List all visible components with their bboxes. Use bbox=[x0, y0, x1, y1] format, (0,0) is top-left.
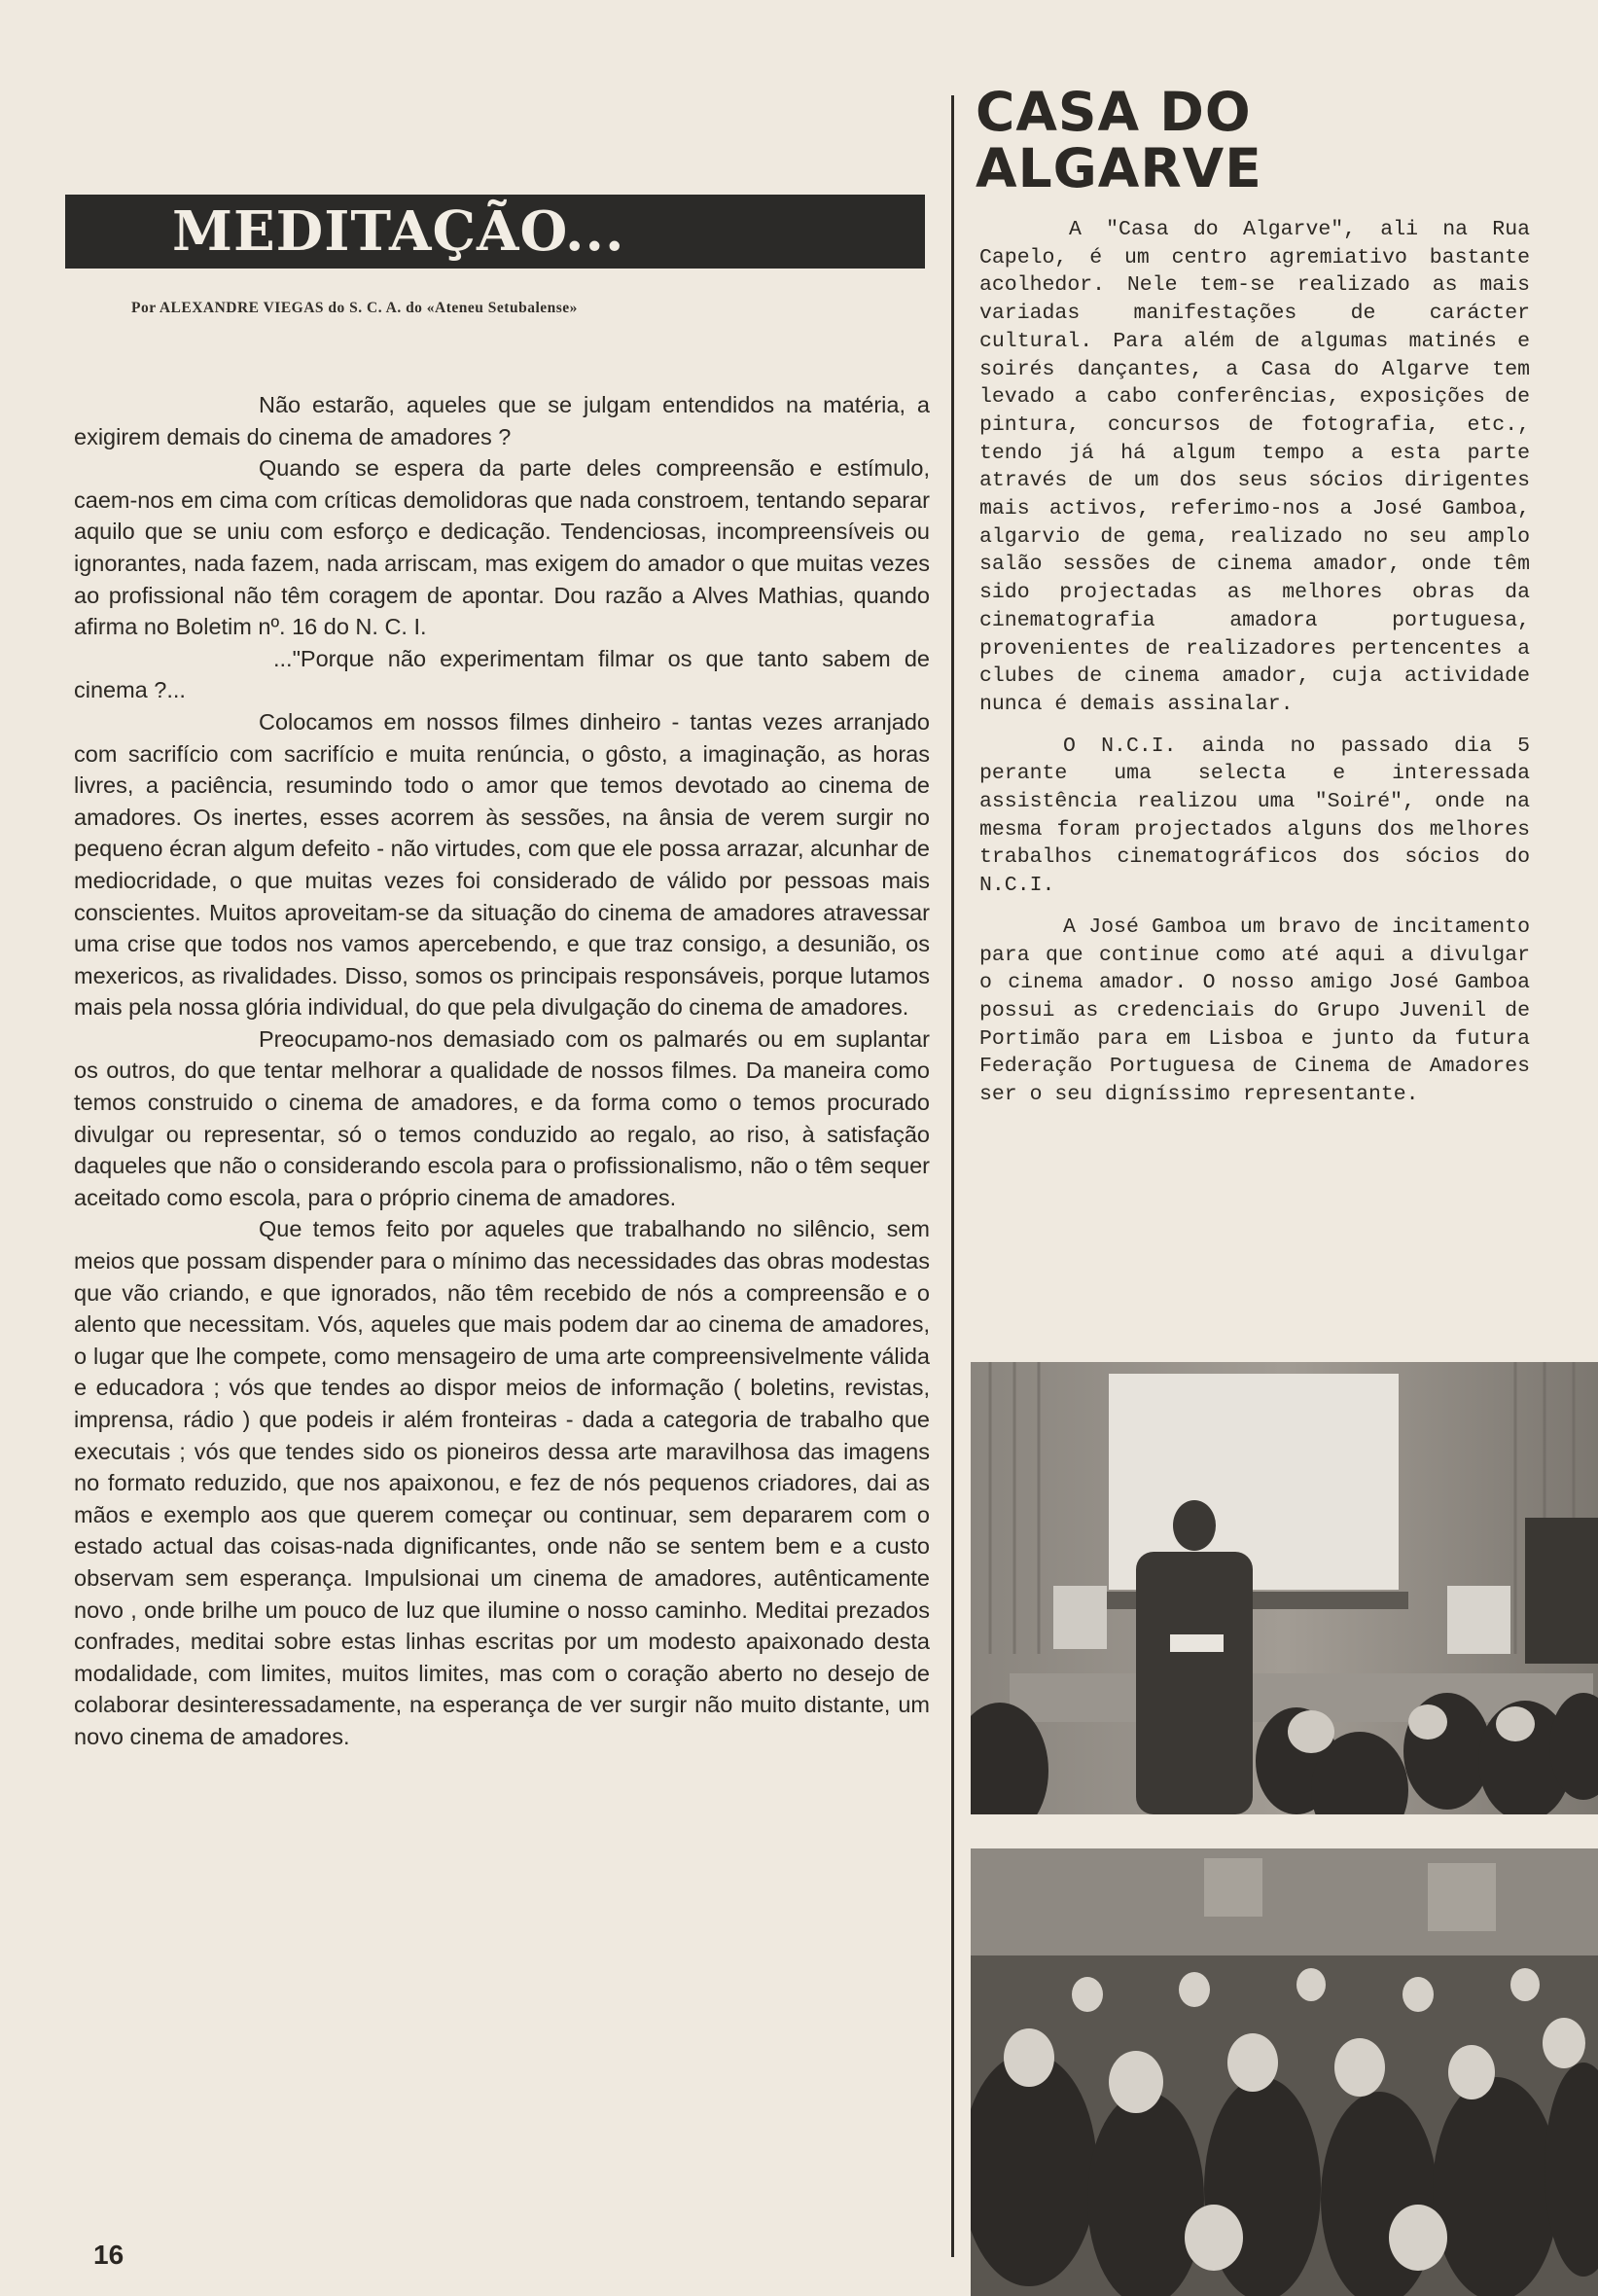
article-title: MEDITAÇÃO... bbox=[172, 199, 625, 264]
article-paragraph: A José Gamboa um bravo de incitamento para que continue como até aqui a divulgar o cinema amador. O nosso amigo José Gamboa possui as credenciais do Grupo Juvenil de Portimão para em Lisboa e junto da futura Federação Portuguesa de Cinema de Amadores ser o seu digníssimo representante. bbox=[979, 915, 1530, 1107]
casa-do-algarve-title bbox=[976, 81, 1559, 199]
page-number: 16 bbox=[93, 2240, 124, 2270]
photo-speaker-image bbox=[971, 1362, 1598, 1814]
article-paragraph: Quando se espera da parte deles compreensão e estímulo, caem-nos em cima com críticas demolidoras que nada constroem, tentando separar aquilo que se uniu com esforço e dedicação. Tendenciosas, incompreensíveis ou ignorantes, nada fazem, nada arriscam, mas exigem do amador o que muitas vezes ao profissional não têm coragem de apontar. Dou razão a Alves Mathias, quando afirma no Boletim nº. 16 do N. C. I. bbox=[74, 455, 930, 640]
meditacao-article bbox=[74, 389, 930, 1753]
article-paragraph: A "Casa do Algarve", ali na Rua Capelo, é um centro agremiativo bastante acolhedor. Nele tem-se realizado as mais variadas manifestações de carácter cultural. Para além de algumas matinés e soirés dançantes, a Casa do Algarve tem levado a cabo conferências, exposições de pintura, concursos de fotografia, etc., tendo já há algum tempo a esta parte através de um dos seus sócios dirigentes mais activos, referimo-nos a José Gamboa, algarvio de gema, realizado no seu amplo salão sessões de cinema amador, onde têm sido projectadas as melhores obras da cinematografia amadora portuguesa, provenientes de realizadores pertencentes a clubes de cinema amador, cuja actividade nunca é demais assinalar. bbox=[979, 218, 1530, 716]
article-paragraph: Preocupamo-nos demasiado com os palmarés ou em suplantar os outros, do que tentar melhorar a qualidade de nossos filmes. Da maneira como temos construido o cinema de amadores, e da forma como o temos procurado divulgar ou representar, só o temos conduzido ao regalo, ao riso, à satisfação daqueles que não o considerando escola para o profissionalismo, não o têm sequer aceitado como escola, para o próprio cinema de amadores. bbox=[74, 1025, 930, 1210]
article-paragraph: Colocamos em nossos filmes dinheiro - tantas vezes arranjado com sacrifício com sacrifício e muita renúncia, o gôsto, a imaginação, as horas livres, a paciência, resumindo todo o amor que temos devotado ao cinema de amadores. Os inertes, esses acorrem às sessões, na ânsia de verem surgir no pequeno écran algum defeito - não virtudes, com que ele possa arrazar, alcunhar de mediocridade, o que muitas vezes foi considerado de válido por pessoas mais conscientes. Muitos aproveitam-se da situação do cinema de amadores atravessar uma crise que todos nos vamos apercebendo, e que traz consigo, a desunião, os mexericos, as rivalidades. Disso, somos os principais responsáveis, porque lutamos mais pela nossa glória individual, do que pela divulgação do cinema de amadores. bbox=[74, 708, 930, 1021]
article-title-bar bbox=[65, 195, 925, 269]
article-paragraph: Que temos feito por aqueles que trabalhando no silêncio, sem meios que possam dispender para o mínimo das necessidades das obras modestas que vão criando, e que ignorados, não têm recebido de nós a compreensão e o alento que necessitam. Vós, aqueles que mais podem dar ao cinema de amadores, o lugar que lhe compete, como mensageiro de uma arte compreensivelmente válida e educadora ; vós que tendes ao dispor meios de informação ( boletins, revistas, imprensa, rádio ) que podeis ir além fronteiras - dada a categoria de trabalho que executais ; vós que tendes sido os pioneiros dessa arte maravilhosa das imagens no formato reduzido, que nos apaixonou, e fez de nós pequenos criadores, dai as mãos e exemplo aos que querem começar ou continuar, sem depararem com o estado actual das coisas-nada dignificantes, onde não se sentem bem e a custo observam sem esperança. Impulsionai um cinema de amadores, autênticamente novo , onde brilhe um pouco de luz que ilumine o nosso caminho. Meditai prezados confrades, meditai sobre estas linhas escritas por um modesto apaixonado desta modalidade, com limites, muitos limites, mas com o coração aberto no desejo de colaborar desinteressadamente, na esperança de ver surgir não muito distante, um novo cinema de amadores. bbox=[74, 1216, 930, 1749]
title-line: CASA DO bbox=[976, 81, 1252, 143]
photo-audience bbox=[971, 1848, 1598, 2296]
article-byline: Por ALEXANDRE VIEGAS do S. C. A. do «Ateneu Setubalense» bbox=[131, 300, 578, 316]
article-paragraph: O N.C.I. ainda no passado dia 5 perante uma selecta e interessada assistência realizou uma "Soiré", onde na mesma foram projectados alguns dos melhores trabalhos cinematográficos dos sócios do N.C.I. bbox=[979, 734, 1530, 898]
article-paragraph: Não estarão, aqueles que se julgam entendidos na matéria, a exigirem demais do cinema de amadores ? bbox=[74, 392, 930, 449]
photo-speaker bbox=[971, 1362, 1598, 1814]
casa-do-algarve-article bbox=[979, 216, 1530, 1123]
title-line: ALGARVE bbox=[976, 137, 1262, 199]
article-paragraph: ..."Porque não experimentam filmar os que tanto sabem de cinema ?... bbox=[74, 645, 930, 703]
column-divider bbox=[951, 95, 954, 2257]
photo-audience-image bbox=[971, 1848, 1598, 2296]
